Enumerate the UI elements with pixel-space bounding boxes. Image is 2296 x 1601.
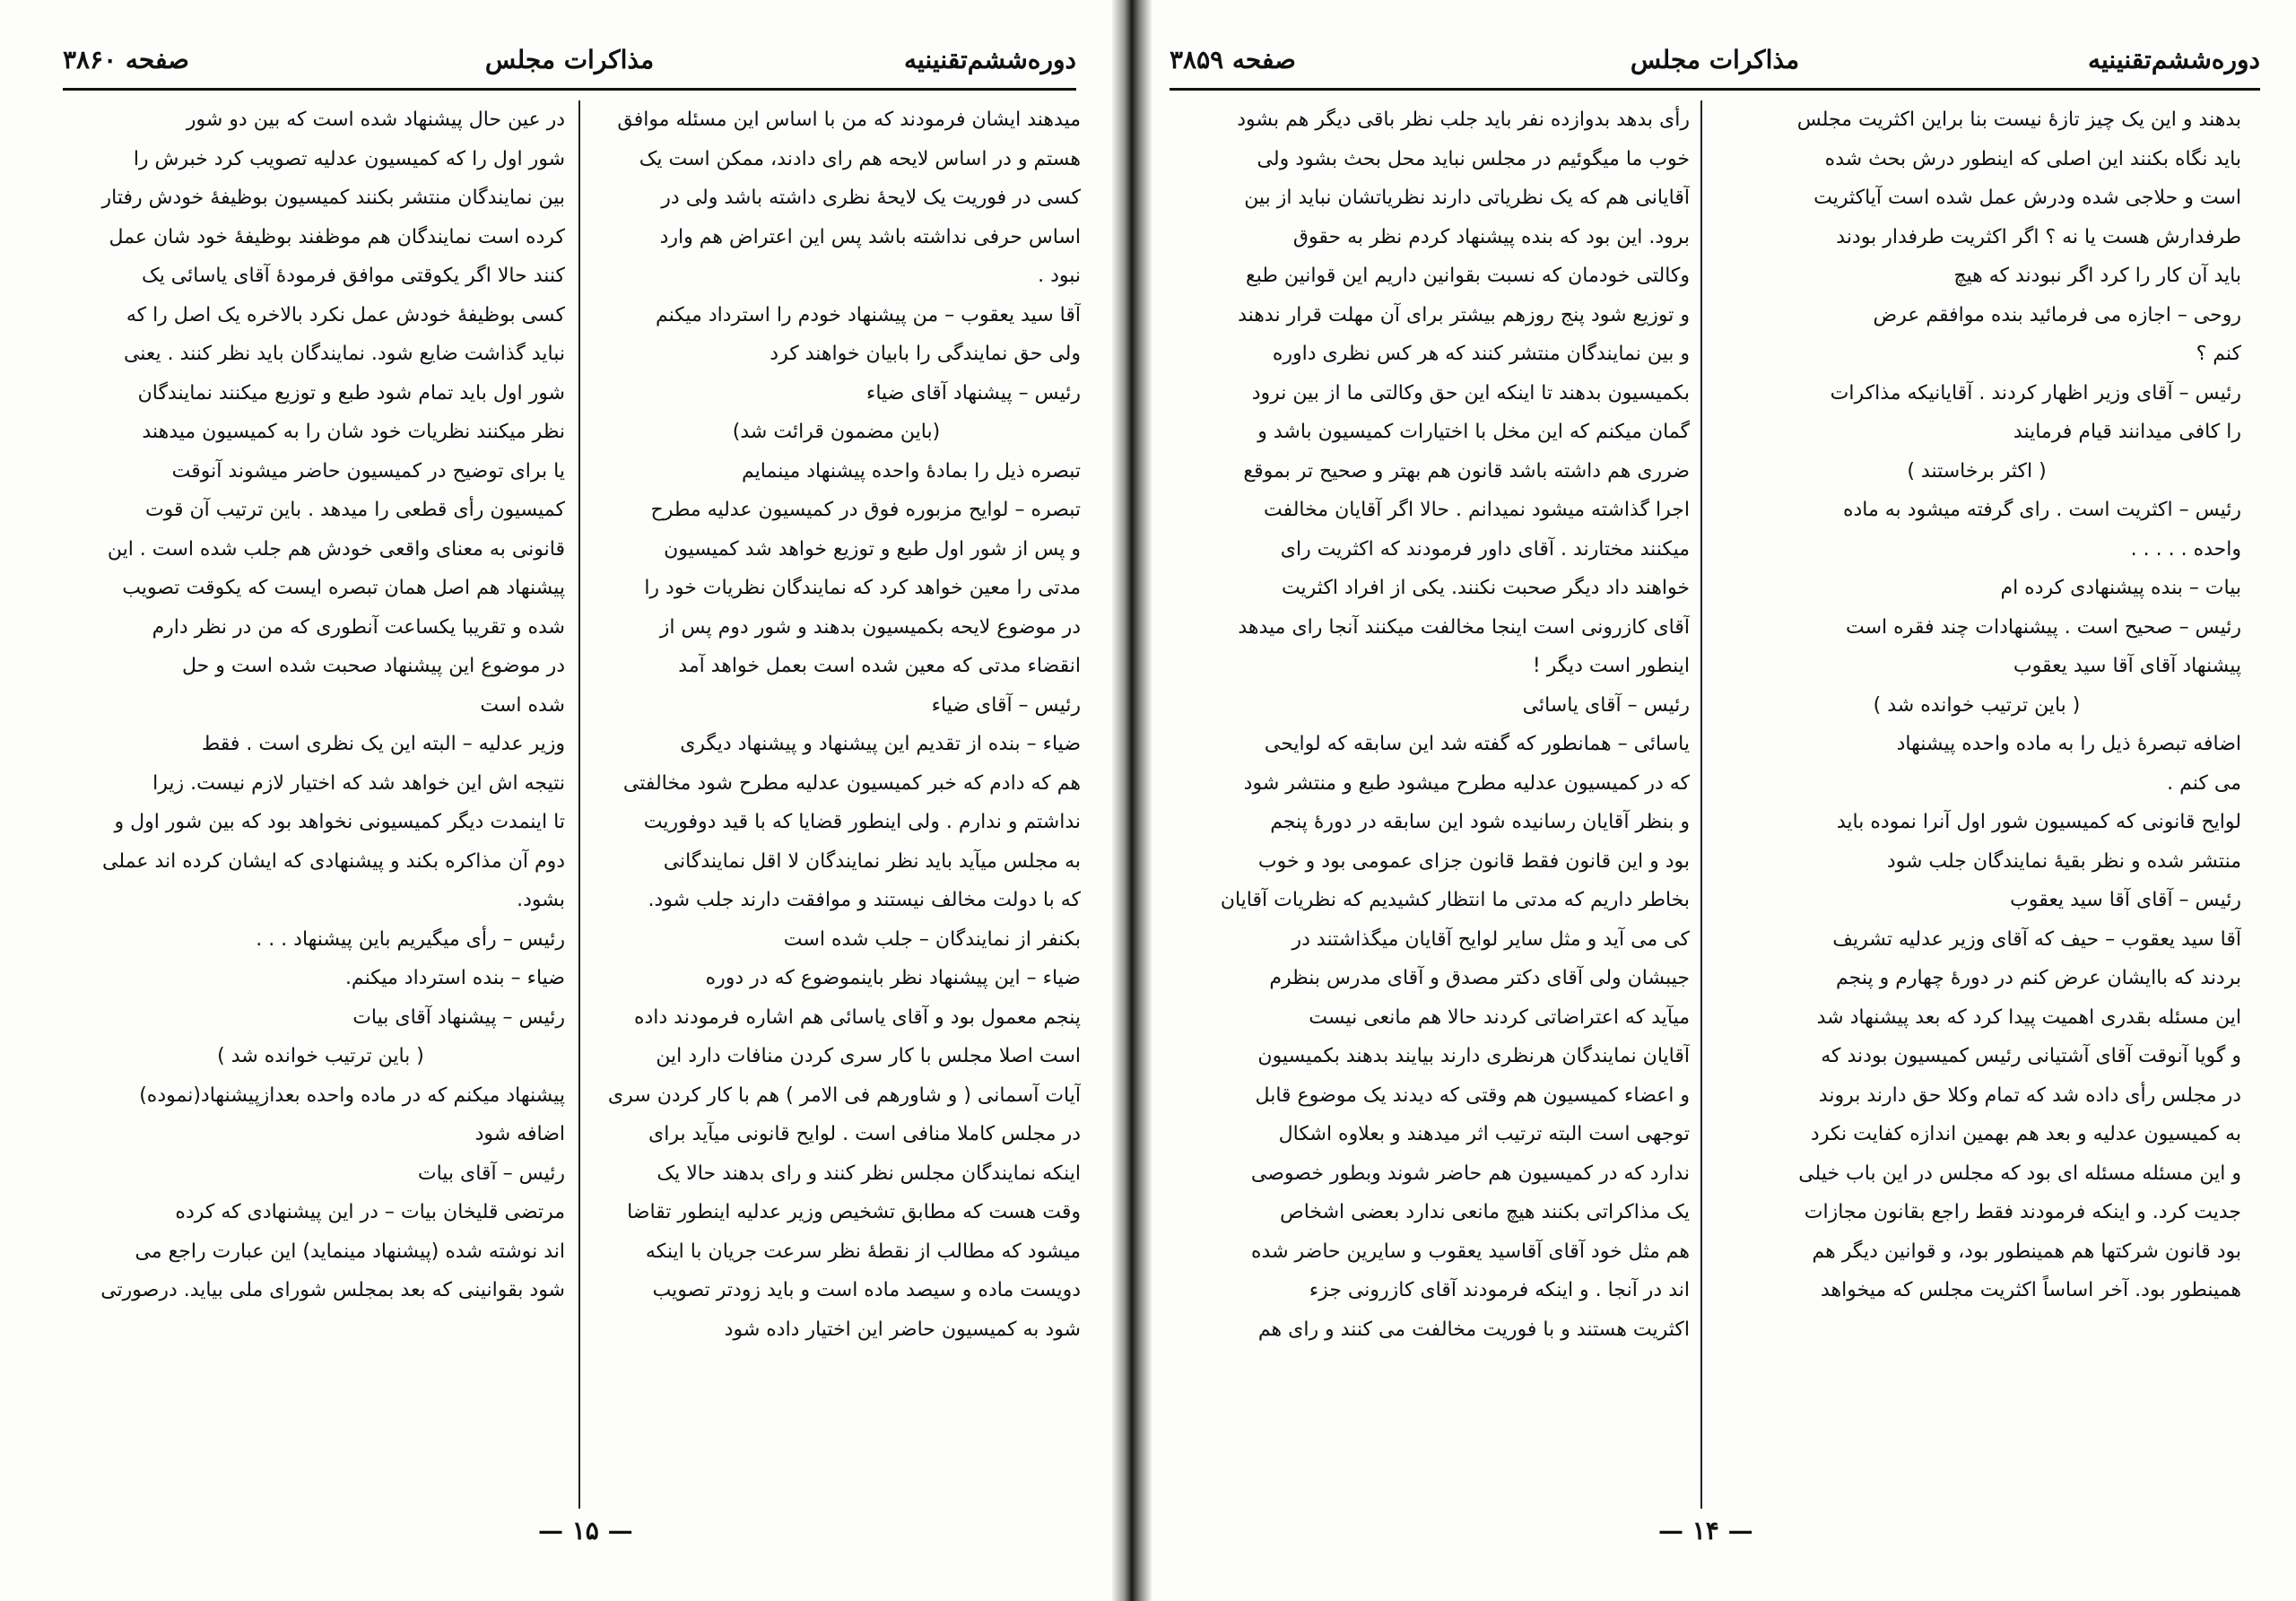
- text-line: لوایح قانونی که کمیسیون شور اول آنرا نموده باید: [1836, 811, 2241, 833]
- right-page-footer: — ۱۴ —: [1658, 1516, 1753, 1545]
- left-page: [0, 0, 1112, 1601]
- text-line: ولی حق نمایندگی را بابیان خواهند کرد: [770, 343, 1081, 365]
- text-line: ( باین ترتیب خوانده شد ): [1873, 693, 2081, 717]
- text-line: کمیسیون رأی قطعی را میدهد . باین ترتیب آن قوت: [144, 499, 565, 521]
- text-line: در عین حال پیشنهاد شده است که بین دو شور: [186, 109, 565, 131]
- text-line: و این مسئله مسئله ای بود که مجلس در این باب خیلی: [1798, 1162, 2241, 1185]
- left-page-column-divider: [578, 100, 580, 1509]
- text-line: نتیجه اش این خواهد شد که اختیار لازم نیست. زیرا: [152, 771, 565, 795]
- text-line: کسی بوظیفهٔ خودش عمل نکرد بالاخره یک اصل را که: [126, 303, 565, 326]
- text-line: رئیس – آقای آقا سید یعقوب: [2010, 889, 2241, 911]
- text-line: مدتی را معین خواهد کرد که نمایندگان نظریات خود را: [644, 577, 1081, 599]
- text-line: خواهند داد دیگر صحبت نکنند. یکی از افراد اکثریت: [1281, 577, 1690, 599]
- text-line: نظر میکنند نظریات خود شان را به کمیسیون میدهند: [142, 421, 565, 443]
- text-line: شده است: [480, 693, 565, 717]
- text-line: بود و این قانون فقط قانون جزای عمومی بود و خوب: [1257, 849, 1690, 873]
- text-line: ضیاء – این پیشنهاد نظر باینموضوع که در دوره: [705, 967, 1081, 989]
- text-line: بکنفر از نمایندگان – جلب شده است: [783, 927, 1081, 951]
- text-line: بیات – بنده پیشنهادی کرده ام: [2000, 577, 2241, 599]
- text-line: در مجلس رأی داده شد که تمام وکلا حق دارند بروند: [1818, 1083, 2241, 1107]
- text-line: وکالتی خودمان که نسبت بقوانین داریم این قوانین طبع: [1246, 265, 1690, 287]
- text-line: اجرا گذاشته میشود نمیدانم . حالا اگر آقایان مخالفت: [1263, 499, 1690, 521]
- text-line: کنم ؟: [2196, 343, 2241, 365]
- text-line: شده و تقریبا یکساعت آنطوری که من در نظر دارم: [152, 615, 565, 639]
- left-header-page-number: صفحه ۳۸۶۰: [63, 45, 189, 74]
- text-line: آقای کازرونی است اینجا مخالفت میکنند آنجا رای میدهد: [1238, 615, 1690, 639]
- text-line: مرتضی قلیخان بیات – در این پیشنهادی که کرده: [175, 1201, 565, 1223]
- text-line: تبصره – لوایح مزبوره فوق در کمیسیون عدلیه مطرح: [650, 499, 1081, 521]
- text-line: جیبشان ولی آقای دکتر مصدق و آقای مدرس بنظرم: [1269, 967, 1690, 989]
- text-line: که با دولت مخالف نیستند و موافقت دارند جلب شود.: [648, 889, 1081, 911]
- text-line: کنند حالا اگر یکوقتی موافق فرمودهٔ آقای یاسائی یک: [142, 265, 565, 287]
- text-line: اینطور است دیگر !: [1532, 655, 1690, 677]
- text-line: بود قانون شرکتها هم همینطور بود، و قوانین دیگر هم: [1812, 1240, 2241, 1263]
- text-line: بشود.: [517, 889, 565, 911]
- text-line: ضرری هم داشته باشد قانون هم بهتر و صحیح تر بموقع: [1243, 459, 1690, 483]
- text-line: جدیت کرد. و اینکه فرمودند فقط راجع بقانون مجازات: [1804, 1201, 2241, 1223]
- text-line: اساس حرفی نداشته باشد پس این اعتراض هم وارد: [659, 225, 1081, 248]
- text-line: ضیاء – بنده استرداد میکنم.: [344, 967, 565, 989]
- text-line: رأی بدهد بدوازده نفر باید جلب نظر باقی دیگر هم بشود: [1237, 109, 1690, 131]
- text-line: ضیاء – بنده از تقدیم این پیشنهاد و پیشنهاد دیگری: [680, 733, 1081, 755]
- text-line: رئیس – پیشنهاد آقای ضیاء: [866, 381, 1081, 405]
- text-line: می کنم .: [2167, 771, 2241, 795]
- text-line: شور اول را که کمیسیون عدلیه تصویب کرد خبرش را: [133, 147, 565, 170]
- text-line: همینطور بود. آخر اساساً اکثریت مجلس که میخواهد: [1820, 1279, 2241, 1301]
- text-line: این مسئله بقدری اهمیت پیدا کرد که بعد پیشنهاد شد: [1816, 1005, 2241, 1029]
- text-line: رئیس – پیشنهاد آقای بیات: [352, 1005, 565, 1029]
- text-line: و بنظر آقایان رسانیده شود این سابقه در دورهٔ پنجم: [1270, 811, 1690, 833]
- text-line: (باین مضمون قرائت شد): [732, 421, 941, 443]
- right-page: [1152, 0, 2296, 1601]
- text-line: که در کمیسیون عدلیه مطرح میشود طبع و منتشر شود: [1243, 771, 1690, 795]
- text-line: است اصلا مجلس با کار سری کردن منافات دارد این: [656, 1045, 1081, 1067]
- text-line: پنجم معمول بود و آقای یاسائی هم اشاره فرمودند داده: [633, 1005, 1081, 1029]
- right-page-left-column: [1170, 100, 1690, 1509]
- right-header-rule: [1170, 88, 2260, 91]
- text-line: واحده . . . . .: [2130, 537, 2241, 561]
- text-line: رئیس – اکثریت است . رای گرفته میشود به ماده: [1842, 499, 2241, 521]
- text-line: اضافه شود: [474, 1123, 565, 1145]
- text-line: دوم آن مذاکره بکند و پیشنهادی که ایشان کرده اند عملی: [102, 849, 565, 873]
- text-line: آیات آسمانی ( و شاورهم فی الامر ) هم با کار کردن سری: [607, 1083, 1081, 1107]
- text-line: نداشتم و ندارم . ولی اینطور قضایا که با قید دوفوریت: [643, 811, 1081, 833]
- text-line: در موضوع لایحه بکمیسیون بدهند و شور دوم پس از: [659, 615, 1081, 639]
- text-line: رئیس – آقای ضیاء: [931, 693, 1081, 717]
- text-line: اینکه نمایندگان مجلس نظر کنند و رای بدهند حالا یک: [657, 1162, 1081, 1185]
- text-line: در موضوع این پیشنهاد صحبت شده است و حل: [181, 655, 565, 677]
- text-line: اکثریت هستند و با فوریت مخالفت می کنند و رای هم: [1257, 1318, 1690, 1341]
- text-line: یا برای توضیح در کمیسیون حاضر میشوند آنوقت: [171, 459, 565, 483]
- text-line: اند در آنجا . و اینکه فرمودند آقای کازرونی جزء: [1309, 1279, 1690, 1301]
- text-line: به کمیسیون عدلیه و بعد هم بهمین اندازه کفایت نکرد: [1810, 1123, 2241, 1145]
- text-line: ( اکثر برخاستند ): [1907, 459, 2047, 483]
- text-line: برود. این بود که بنده پیشنهاد کردم نظر به حقوق: [1292, 225, 1690, 248]
- text-line: ( باین ترتیب خوانده شد ): [217, 1045, 424, 1067]
- text-line: رئیس – آقای بیات: [417, 1162, 565, 1185]
- text-line: رئیس – آقای وزیر اظهار کردند . آقایانیکه مذاکرات: [1830, 381, 2241, 405]
- text-line: آقایان نمایندگان هرنظری دارند بیایند بدهند بکمیسیون: [1257, 1045, 1690, 1067]
- text-line: دویست ماده و سیصد ماده است و باید زودتر تصویب: [652, 1279, 1081, 1301]
- right-header-section: دوره‌ششم‌تقنینیه: [2087, 45, 2260, 74]
- text-line: بدهند و این یک چیز تازهٔ نیست بنا براین اکثریت مجلس: [1796, 109, 2241, 131]
- right-page-header: [1170, 45, 2260, 86]
- text-line: کرده است نمایندگان هم موظفند بوظیفهٔ خود شان عمل: [109, 225, 565, 248]
- text-line: و بین نمایندگان منتشر کنند که هر کس نظری داوره: [1272, 343, 1690, 365]
- text-line: وزیر عدلیه – البته این یک نظری است . فقط: [201, 733, 565, 755]
- text-line: باید آن کار را کرد اگر نبودند که هیچ: [1953, 265, 2241, 287]
- right-header-page-number: صفحه ۳۸۵۹: [1170, 45, 1296, 74]
- left-header-section: دوره‌ششم‌تقنینیه: [903, 45, 1076, 74]
- left-page-footer: — ۱۵ —: [538, 1516, 633, 1545]
- text-line: پیشنهاد میکنم که در ماده واحده بعدازپیشنهاد(نموده): [139, 1083, 565, 1107]
- text-line: شود به کمیسیون حاضر این اختیار داده شود: [724, 1318, 1081, 1341]
- text-line: بخاطر داریم که مدتی ما انتظار کشیدیم که نظریات آقایان: [1220, 889, 1690, 911]
- book-gutter: [1112, 0, 1152, 1601]
- text-line: در مجلس کاملا منافی است . لوایح قانونی میآید برای: [648, 1123, 1081, 1145]
- left-header-rule: [63, 88, 1076, 91]
- text-line: گمان میکنم که این مخل با اختیارات کمیسیون باشد و: [1257, 421, 1690, 443]
- right-page-right-column: [1712, 100, 2241, 1509]
- left-page-header: [63, 45, 1076, 86]
- text-line: باید نگاه بکنند این اصلی که اینطور درش بحث شده: [1824, 147, 2241, 170]
- text-line: قانونی به معنای واقعی خودش هم جلب شده است . این: [107, 537, 565, 561]
- text-line: یک مذاکراتی بکنند هیچ مانعی ندارد بعضی اشخاص: [1280, 1201, 1690, 1223]
- text-line: روحی – اجازه می فرمائید بنده موافقم عرض: [1873, 303, 2241, 326]
- text-line: میشود که مطالب از نقطهٔ نظر سرعت جریان با اینکه: [645, 1240, 1081, 1263]
- text-line: انقضاء مدتی که معین شده است بعمل خواهد آمد: [678, 655, 1081, 677]
- text-line: توجهی است البته ترتیب اثر میدهند و بعلاوه اشکال: [1278, 1123, 1690, 1145]
- text-line: نباید گذاشت ضایع شود. نمایندگان باید نظر کنند . یعنی: [123, 343, 565, 365]
- text-line: و گویا آنوقت آقای آشتیانی رئیس کمیسیون بودند که: [1821, 1045, 2241, 1067]
- text-line: را کافی میدانند قیام فرمایند: [2013, 421, 2241, 443]
- text-line: پیشنهاد هم اصل همان تبصره ایست که یکوقت تصویب: [122, 577, 565, 599]
- text-line: و اعضاء کمیسیون هم وقتی که دیدند یک موضوع قابل: [1255, 1083, 1690, 1107]
- right-page-column-divider: [1700, 100, 1702, 1509]
- text-line: طرفدارش هست یا نه ؟ اگر اکثریت طرفدار بودند: [1836, 225, 2241, 248]
- text-line: رئیس – رأی میگیریم باین پیشنهاد . . .: [256, 927, 565, 951]
- text-line: میکنند مختارند . آقای داور فرمودند که اکثریت رای: [1280, 537, 1690, 561]
- text-line: نبود .: [1038, 265, 1081, 287]
- text-line: میآید که اعتراضاتی کردند حالا هم مانعی نیست: [1309, 1005, 1690, 1029]
- text-line: و توزیع شود پنج روزهم بیشتر برای آن مهلت قرار ندهند: [1238, 303, 1690, 326]
- text-line: هم مثل خود آقای آقاسید یعقوب و سایرین حاضر شده: [1251, 1240, 1690, 1263]
- text-line: کی می آید و مثل سایر لوایح آقایان میگذاشتند در: [1292, 927, 1690, 951]
- text-line: یاسائی – همانطور که گفته شد این سابقه که لوایحی: [1264, 733, 1690, 755]
- text-line: شور اول باید تمام شود طبع و توزیع میکنند نمایندگان: [137, 381, 565, 405]
- right-header-title: مذاکرات مجلس: [1630, 45, 1800, 74]
- text-line: وقت هست که مطابق تشخیص وزیر عدلیه اینطور تقاضا: [627, 1201, 1081, 1223]
- left-page-left-column: [76, 100, 565, 1509]
- text-line: اند نوشته شده (پیشنهاد مینماید) این عبارت راجع می: [135, 1240, 565, 1263]
- text-line: اضافه تبصرهٔ ذیل را به ماده واحده پیشنهاد: [1896, 733, 2241, 755]
- text-line: بین نمایندگان منتشر بکنند کمیسیون بوظیفهٔ خودش رفتار: [101, 187, 565, 209]
- text-line: بردند که باایشان عرض کنم در دورهٔ چهارم و پنجم: [1835, 967, 2241, 989]
- left-header-title: مذاکرات مجلس: [484, 45, 655, 74]
- text-line: رئیس – صحیح است . پیشنهادات چند فقره است: [1846, 615, 2241, 639]
- text-line: آقا سید یعقوب – حیف که آقای وزیر عدلیه تشریف: [1832, 927, 2241, 951]
- text-line: ندارد که در کمیسیون هم حاضر شوند وبطور خصوصی: [1250, 1162, 1690, 1185]
- left-page-right-column: [592, 100, 1081, 1509]
- text-line: و پس از شور اول طبع و توزیع خواهد شد کمیسیون: [664, 537, 1081, 561]
- text-line: میدهند ایشان فرمودند که من با اساس این مسئله موافق: [617, 109, 1081, 131]
- text-line: هم که دادم که خبر کمیسیون عدلیه مطرح شود مخالفتی: [622, 771, 1081, 795]
- text-line: است و حلاجی شده ودرش عمل شده است آیاکثریت: [1813, 187, 2241, 209]
- text-line: هستم و در اساس لایحه هم رای دادند، ممکن است یک: [639, 147, 1081, 170]
- text-line: آقایانی هم که یک نظریاتی دارند نظریاتشان نباید از بین: [1244, 187, 1690, 209]
- text-line: رئیس – آقای یاسائی: [1522, 693, 1690, 717]
- text-line: شود بقوانینی که بعد بمجلس شورای ملی بیاید. درصورتی: [100, 1279, 565, 1301]
- text-line: به مجلس میآید باید نظر نمایندگان لا اقل نمایندگانی: [663, 849, 1081, 873]
- text-line: خوب ما میگوئیم در مجلس نباید محل بحث بشود ولی: [1257, 147, 1690, 170]
- text-line: منتشر شده و نظر بقیهٔ نمایندگان جلب شود: [1886, 849, 2241, 873]
- text-line: کسی در فوریت یک لایحهٔ نظری داشته باشد ولی در: [661, 187, 1081, 209]
- text-line: آقا سید یعقوب – من پیشنهاد خودم را استرداد میکنم: [655, 303, 1081, 326]
- text-line: تا اینمدت دیگر کمیسیونی نخواهد بود که بین شور اول و: [114, 811, 565, 833]
- text-line: بکمیسیون بدهند تا اینکه این حق وکالتی ما از بین نرود: [1251, 381, 1690, 405]
- text-line: پیشنهاد آقای آقا سید یعقوب: [2013, 655, 2241, 677]
- text-line: تبصره ذیل را بمادهٔ واحده پیشنهاد مینمایم: [742, 459, 1081, 483]
